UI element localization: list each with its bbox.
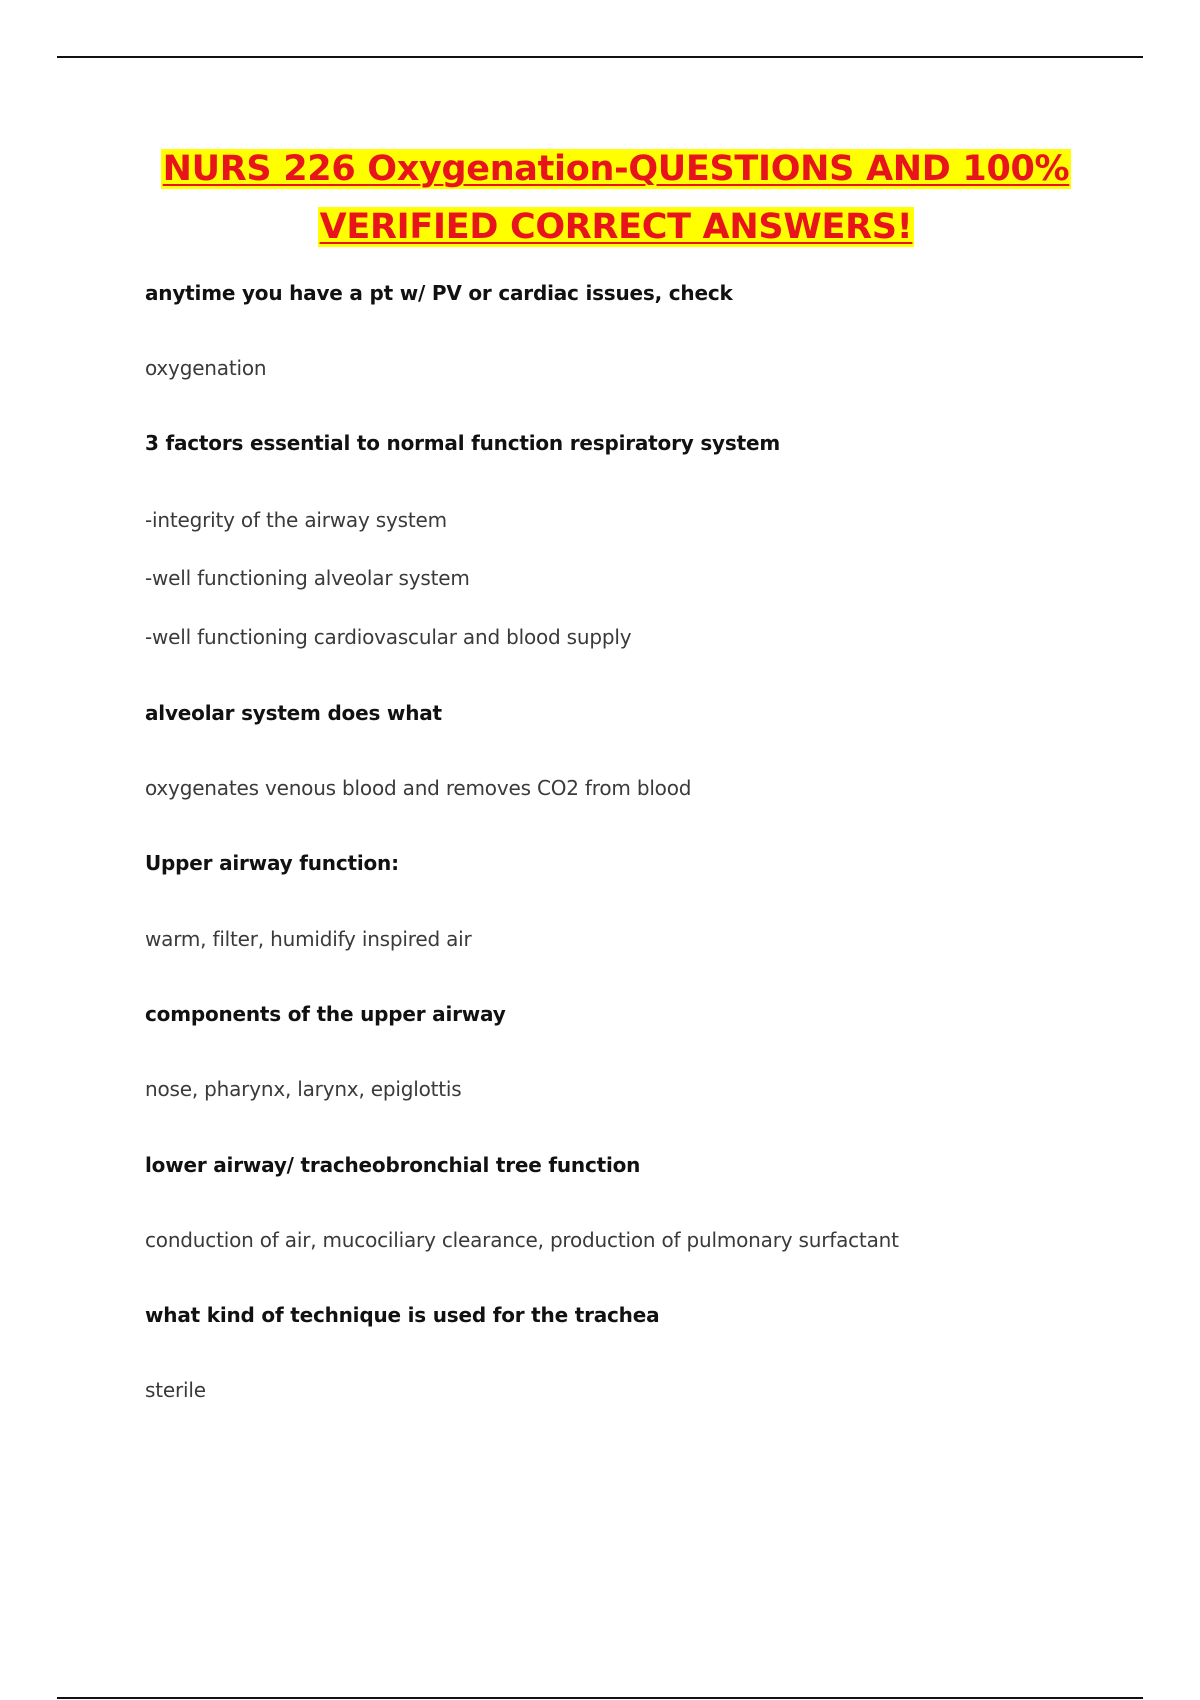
question-2: 3 factors essential to normal function respiratory system xyxy=(145,431,780,455)
answer-2-2: -well functioning alveolar system xyxy=(145,566,470,590)
answer-2-3: -well functioning cardiovascular and blood supply xyxy=(145,625,632,649)
top-rule xyxy=(57,56,1143,58)
question-3: alveolar system does what xyxy=(145,701,442,725)
answer-6: conduction of air, mucociliary clearance, production of pulmonary surfactant xyxy=(145,1228,899,1252)
answer-1: oxygenation xyxy=(145,356,267,380)
title-line-1: NURS 226 Oxygenation-QUESTIONS AND 100% xyxy=(162,149,1070,189)
answer-2-1: -integrity of the airway system xyxy=(145,508,447,532)
answer-3: oxygenates venous blood and removes CO2 from blood xyxy=(145,776,692,800)
answer-5: nose, pharynx, larynx, epiglottis xyxy=(145,1077,462,1101)
document-title xyxy=(0,140,1200,256)
question-1: anytime you have a pt w/ PV or cardiac issues, check xyxy=(145,281,733,305)
title-line-2: VERIFIED CORRECT ANSWERS! xyxy=(319,207,913,247)
bottom-rule xyxy=(57,1697,1143,1699)
answer-7: sterile xyxy=(145,1378,206,1402)
answer-4: warm, filter, humidify inspired air xyxy=(145,927,472,951)
question-6: lower airway/ tracheobronchial tree function xyxy=(145,1153,641,1177)
question-7: what kind of technique is used for the trachea xyxy=(145,1303,660,1327)
question-5: components of the upper airway xyxy=(145,1002,506,1026)
question-4: Upper airway function: xyxy=(145,851,399,875)
